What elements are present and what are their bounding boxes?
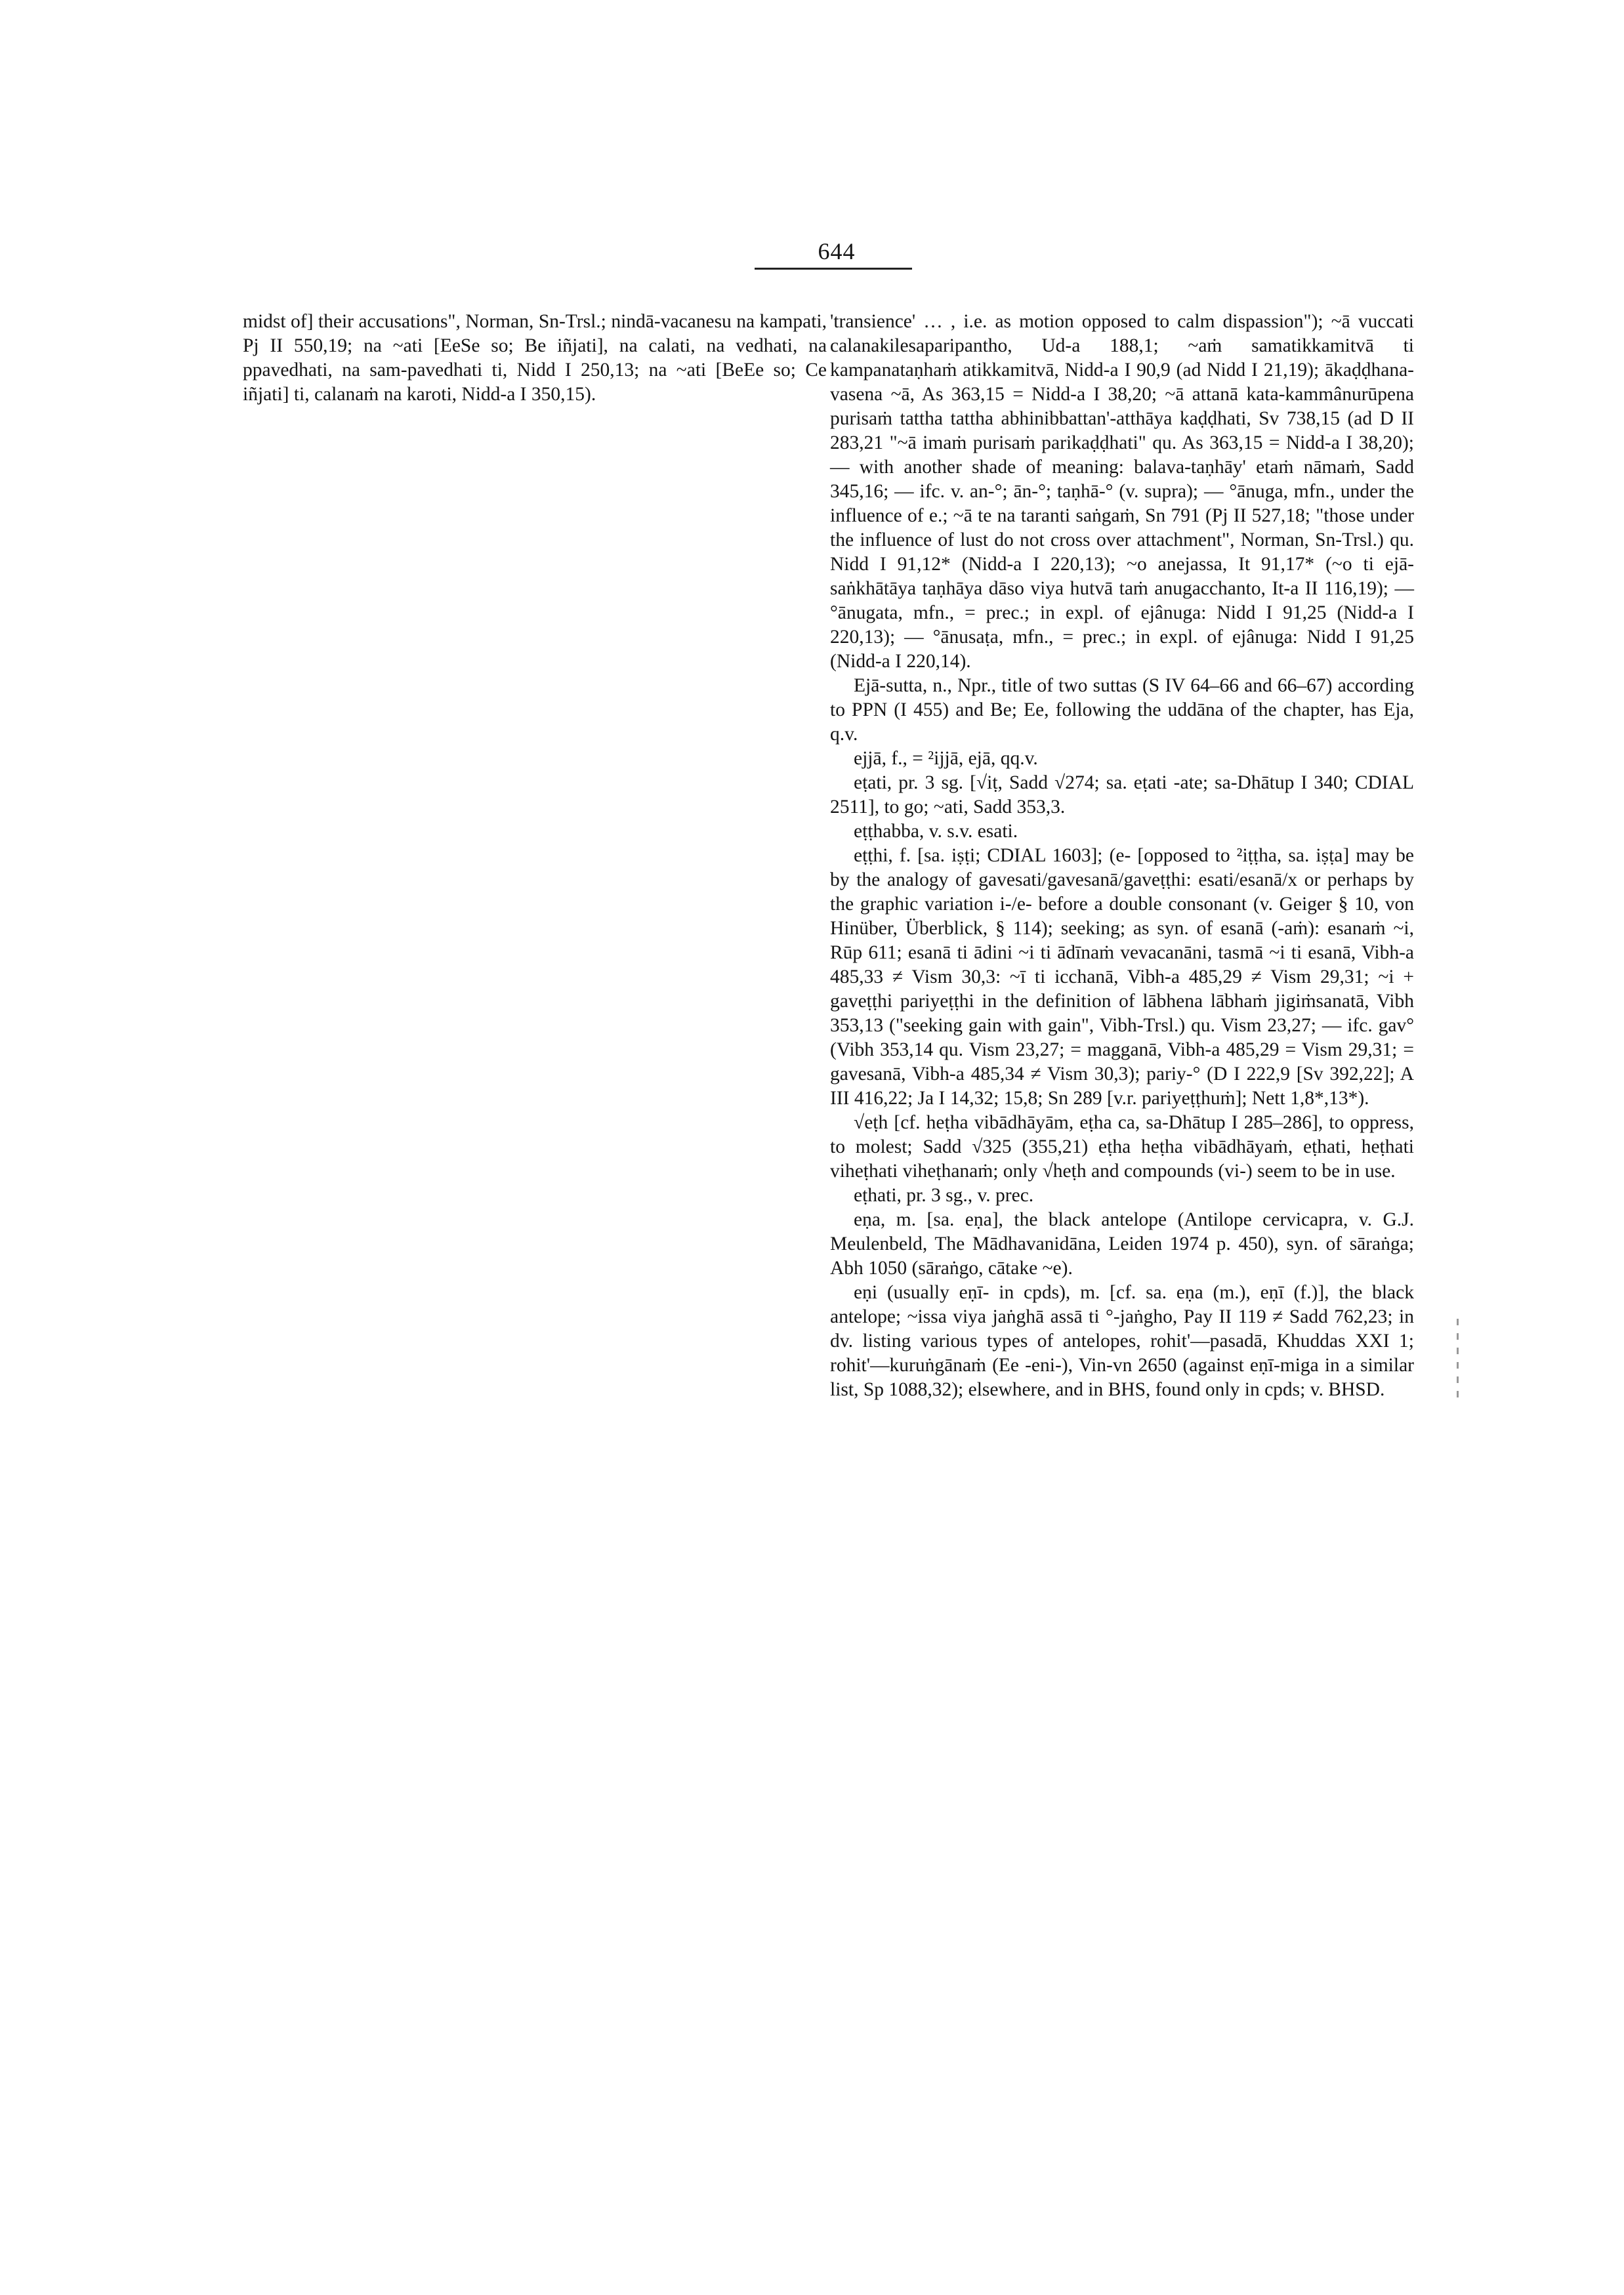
- entry-paragraph: √eṭh [cf. heṭha vibādhāyām, eṭha ca, sa-Dhātup I 285–286], to oppress, to molest; Sadd √325 (355,21) eṭha heṭha vibādhāyaṁ, eṭhati, heṭhati viheṭhati viheṭhanaṁ; only √heṭh and compounds (vi-) seem to be in use.: [830, 1112, 1414, 1182]
- entry-paragraph: Ejā-sutta, n., Npr., title of two suttas (S IV 64–66 and 66–67) according to PPN (I 455) and Be; Ee, following the uddāna of the chapter, has Eja, q.v.: [830, 675, 1414, 745]
- header-rule: [755, 268, 912, 270]
- entry-paragraph: eṭṭhi, f. [sa. iṣṭi; CDIAL 1603]; (e- [opposed to ²iṭṭha, sa. iṣṭa] may be by the analogy of gavesati/gavesanā/gaveṭṭhi: esati/esanā/x or perhaps by the graphic variation i-/e- before a double consonant (v. Geiger § 10, von Hinüber, Überblick, § 114); seeking; as syn. of esanā (-aṁ): esanaṁ ~i, Rūp 611; esanā ti ādini ~i ti ādīnaṁ vevacanāni, tasmā ~i ti esanā, Vibh-a 485,33 ≠ Vism 30,3: ~ī ti icchanā, Vibh-a 485,29 ≠ Vism 29,31; ~i + gaveṭṭhi pariyeṭṭhi in the definition of lābhena lābhaṁ jigiṁsanatā, Vibh 353,13 ("seeking gain with gain", Vibh-Trsl.) qu. Vism 23,27; — ifc. gav° (Vibh 353,14 qu. Vism 23,27; = magganā, Vibh-a 485,29 = Vism 29,31; = gavesanā, Vibh-a 485,34 ≠ Vism 30,3); pariy-° (D I 222,9 [Sv 392,22]; A III 416,22; Ja I 14,32; 15,8; Sn 289 [v.r. pariyeṭṭhuṁ]; Nett 1,8*,13*).: [830, 845, 1414, 1109]
- entry-paragraph: eṭṭhabba, v. s.v. esati.: [854, 821, 1018, 842]
- scan-margin-mark: [1457, 1319, 1459, 1397]
- right-column: [830, 310, 1414, 1402]
- entry-paragraph: 'transience' … , i.e. as motion opposed to calm dispassion"); ~ā vuccati calanakilesaparipantho, Ud-a 188,1; ~aṁ samatikkamitvā ti kampanataṇhaṁ atikkamitvā, Nidd-a I 90,9 (ad Nidd I 21,19); ākaḍḍhana-vasena ~ā, As 363,15 = Nidd-a I 38,20; ~ā attanā kata-kammânurūpena purisaṁ tattha tattha abhinibbattan'-atthāya kaḍḍhati, Sv 738,15 (ad D II 283,21 "~ā imaṁ purisaṁ parikaḍḍhati" qu. As 363,15 = Nidd-a I 38,20); — with another shade of meaning: balava-taṇhāy' etaṁ nāmaṁ, Sadd 345,16; — ifc. v. an-°; ān-°; taṇhā-° (v. supra); — °ānuga, mfn., under the influence of e.; ~ā te na taranti saṅgaṁ, Sn 791 (Pj II 527,18; "those under the influence of lust do not cross over attachment", Norman, Sn-Trsl.) qu. Nidd I 91,12* (Nidd-a I 220,13); ~o anejassa, It 91,17* (~o ti ejā-saṅkhātāya taṇhāya dāso viya hutvā taṁ anugacchanto, It-a II 116,19); — °ānugata, mfn., = prec.; in expl. of ejânuga: Nidd I 91,25 (Nidd-a I 220,13); — °ānusaṭa, mfn., = prec.; in expl. of ejânuga: Nidd I 91,25 (Nidd-a I 220,14).: [830, 311, 1414, 672]
- entry-paragraph: midst of] their accusations", Norman, Sn-Trsl.; nindā-vacanesu na kampati, Pj II 550,19; na ~ati [EeSe so; Be iñjati], na calati, na vedhati, na ppavedhati, na sam-pavedhati ti, Nidd I 250,13; na ~ati [BeEe so; Ce iñjati] ti, calanaṁ na karoti, Nidd-a I 350,15).: [243, 311, 827, 405]
- entry-paragraph: eṇi (usually eṇī- in cpds), m. [cf. sa. eṇa (m.), eṇī (f.)], the black antelope; ~issa viya jaṅghā assā ti °-jaṅgho, Pay II 119 ≠ Sadd 762,23; in dv. listing various types of antelopes, rohit'—pasadā, Khuddas XXI 1; rohit'—kuruṅgānaṁ (Ee -eni-), Vin-vn 2650 (against eṇī-miga in a similar list, Sp 1088,32); elsewhere, and in BHS, found only in cpds; v. BHSD.: [830, 1282, 1414, 1400]
- entry-paragraph: eṇa, m. [sa. eṇa], the black antelope (Antilope cervicapra, v. G.J. Meulenbeld, The Mādhavanidāna, Leiden 1974 p. 450), syn. of sāraṅga; Abh 1050 (sāraṅgo, cātake ~e).: [830, 1209, 1414, 1279]
- page-number: 644: [818, 238, 856, 264]
- entry-paragraph: ejjā, f., = ²ijjā, ejā, qq.v.: [854, 748, 1038, 769]
- left-column: [243, 310, 827, 407]
- entry-paragraph: eṭati, pr. 3 sg. [√iṭ, Sadd √274; sa. eṭati -ate; sa-Dhātup I 340; CDIAL 2511], to go; ~ati, Sadd 353,3.: [830, 772, 1414, 817]
- entry-paragraph: eṭhati, pr. 3 sg., v. prec.: [854, 1185, 1034, 1206]
